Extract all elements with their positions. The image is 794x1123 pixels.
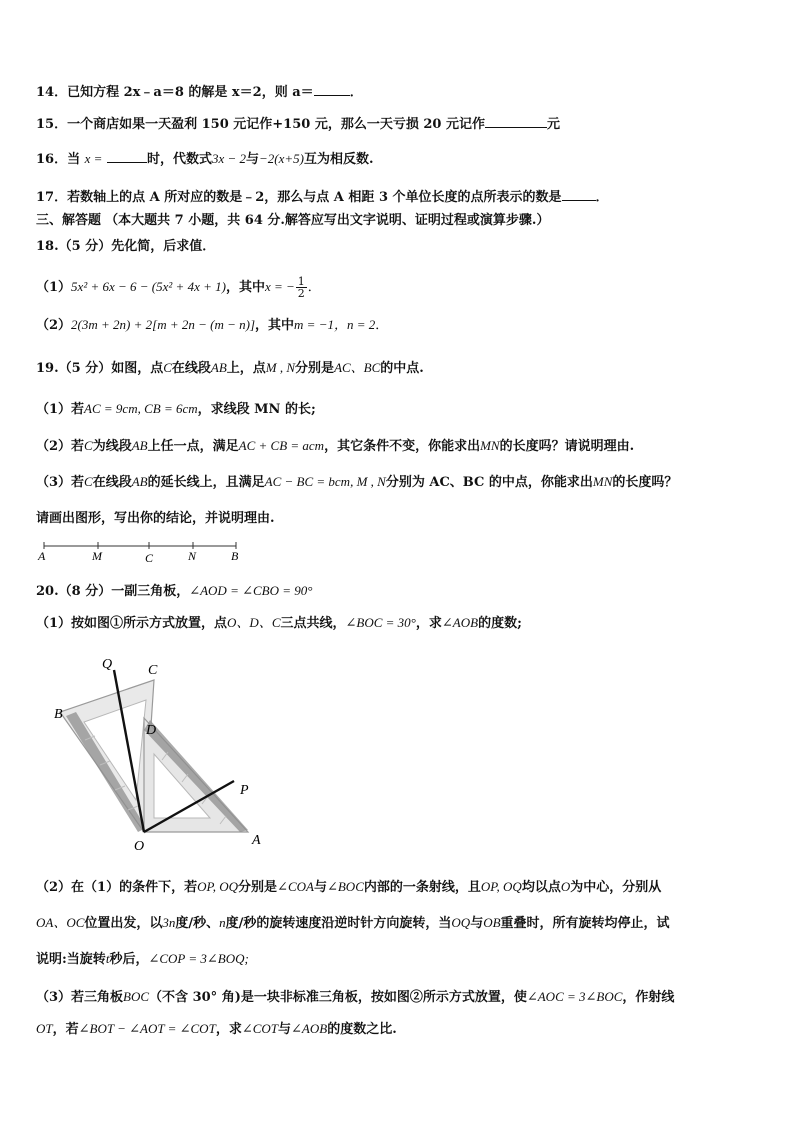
q19-p3-cond: AC − BC = bcm, M , N — [264, 474, 386, 489]
q20-p1-cond: ∠BOC = 30° — [345, 615, 416, 630]
q14-text: 14．已知方程 2x﹣a＝8 的解是 x＝2，则 a＝ — [36, 85, 314, 100]
q18-p1-expr: 5x² + 6x − 6 − (5x² + 4x + 1) — [71, 279, 226, 294]
q20-p1-c: ，求 — [415, 616, 442, 631]
q20-p3-l2-a: ，若 — [52, 1022, 79, 1037]
question-15 — [36, 115, 560, 134]
fig-label-O: O — [134, 839, 145, 854]
fig-label-C: C — [148, 663, 158, 678]
q16-expr1: 3x − 2 — [211, 151, 247, 166]
q18-p2-cond: ，其中 — [255, 318, 295, 333]
triangle-figure — [40, 650, 280, 860]
q20-p1-b: 三点共线， — [280, 616, 346, 631]
q20-p2-l1-a: （2）在（1）的条件下，若 — [36, 880, 198, 895]
q20-t-a: 20.（8 分）一副三角板， — [36, 584, 190, 599]
q19-p2-b: 为线段 — [92, 439, 132, 454]
segment-figure — [36, 538, 256, 568]
q19-p3-MN: MN — [592, 474, 613, 489]
q20-p2-l1-b: 分别是 — [238, 880, 278, 895]
q20-p2-l2-oq: OQ — [451, 915, 471, 930]
q18-p2-expr: 2(3m + 2n) + 2[m + 2n − (m − n)] — [71, 317, 256, 332]
q19-p2-MN: MN — [480, 438, 500, 453]
q20-p2-l1-ang2: ∠BOC — [326, 879, 364, 894]
q20-p3-l1-b: （不含 30° 角)是一块非标准三角板，按如图②所示方式放置，使 — [149, 990, 527, 1005]
q20-p2-l1-O: O — [560, 879, 571, 894]
q15-text: 15．一个商店如果一天盈利 150 元记作+150 元，那么一天亏损 20 元记作 — [36, 117, 485, 132]
q20-p2-l2-b: 度/秒、 — [175, 916, 220, 931]
question-20-part2-line3 — [36, 950, 249, 969]
q18-p2-end: ． — [375, 318, 389, 333]
fig-label-D: D — [146, 723, 157, 738]
q19-p3-C: C — [84, 474, 93, 489]
point-label-C: C — [145, 551, 154, 565]
q19-p2-cond: AC + CB = acm — [238, 438, 325, 453]
q20-p3-l2-cond: ∠BOT − ∠AOT = ∠COT — [78, 1021, 216, 1036]
q20-p2-l2-3n: 3n — [162, 915, 176, 930]
q19-p3-d: 分别为 AC、BC 的中点，你能求出 — [385, 475, 593, 490]
q17-end: ． — [595, 190, 609, 205]
q19-p2-AB: AB — [131, 438, 148, 453]
q20-p2-l1-e: 均以点 — [521, 880, 561, 895]
q20-p2-l2-n: n — [219, 915, 226, 930]
q19-t-a: 19.（5 分）如图，点 — [36, 361, 164, 376]
q19-p2-a: （2）若 — [36, 439, 85, 454]
q20-p2-l2-ob: OB — [483, 915, 501, 930]
q19-p3-line2: 请画出图形，写出你的结论，并说明理由. — [36, 511, 275, 526]
q18-p1-cond: ，其中 — [225, 280, 265, 295]
q19-p3-c: 的延长线上，且满足 — [147, 475, 265, 490]
q20-p1-d: 的度数; — [478, 616, 522, 631]
question-19-part3-line2 — [36, 510, 275, 528]
q20-p1-ang: ∠AOB — [441, 615, 479, 630]
q19-p2-c: 上任一点，满足 — [147, 439, 239, 454]
q20-p3-l2-ang2: ∠AOB — [291, 1021, 328, 1036]
q18-title: 18.（5 分）先化简，后求值． — [36, 239, 216, 254]
q19-t-MN: M , N — [265, 360, 296, 375]
q20-p2-l1-opoq2: OP, OQ — [480, 879, 522, 894]
q20-p3-l1-boc: BOC — [123, 989, 150, 1004]
q20-p3-l2-ang1: ∠COT — [241, 1021, 279, 1036]
q16-mid: 时，代数式 — [146, 152, 212, 167]
question-18-title — [36, 238, 215, 256]
q16-prefix: 16．当 — [36, 152, 81, 167]
q20-p2-l1-ang1: ∠COA — [277, 879, 314, 894]
question-18-part1 — [36, 276, 321, 299]
q15-answer-blank[interactable] — [485, 115, 547, 128]
point-label-M: M — [92, 549, 102, 563]
q19-p1-cond: AC = 9cm, CB = 6cm — [84, 401, 198, 416]
q19-t-seg: AC、BC — [334, 360, 381, 375]
question-20-part1 — [36, 614, 522, 633]
q14-answer-blank[interactable] — [314, 83, 350, 96]
question-20-part3-line1 — [36, 988, 674, 1007]
q16-expr2: −2(x+5) — [259, 151, 305, 166]
point-label-N: N — [188, 549, 197, 563]
q20-p2-l3-a: 说明:当旋转 — [36, 952, 106, 967]
fig-label-A: A — [252, 833, 261, 848]
point-label-B: B — [231, 549, 239, 563]
q17-answer-blank[interactable] — [562, 188, 596, 201]
q18-fraction — [296, 276, 307, 299]
q20-p3-l2-c: 与 — [278, 1022, 292, 1037]
q16-suffix: 互为相反数. — [304, 152, 374, 167]
question-20-part2-line2 — [36, 914, 670, 933]
q20-p1-pts: O、D、C — [227, 615, 281, 630]
q20-t-cond: ∠AOD = ∠CBO = 90° — [189, 583, 313, 598]
q20-p2-l1-d: 内部的一条射线，且 — [363, 880, 481, 895]
q18-p1-x: x = − — [264, 279, 295, 294]
q20-p2-l3-b: 秒后， — [109, 952, 149, 967]
q20-p3-l1-cond: ∠AOC = 3∠BOC — [526, 989, 623, 1004]
q20-p2-l3-eq: ∠COP = 3∠BOQ; — [148, 951, 249, 966]
q16-with: 与 — [246, 152, 260, 167]
question-18-part2 — [36, 316, 388, 335]
q20-p2-l2-a: 位置出发，以 — [84, 916, 163, 931]
q18-p2-label: （2） — [36, 318, 72, 333]
q16-answer-blank[interactable] — [107, 150, 147, 163]
q20-p2-l3-t: t — [105, 951, 110, 966]
q19-p3-a: （3）若 — [36, 475, 85, 490]
q19-p1-b: ，求线段 MN 的长; — [197, 402, 316, 417]
q20-p3-l2-b: ，求 — [215, 1022, 242, 1037]
q19-p3-AB: AB — [131, 474, 148, 489]
q19-t-d: 分别是 — [295, 361, 335, 376]
question-19-part1 — [36, 400, 316, 419]
q20-p1-a: （1）按如图①所示方式放置，点 — [36, 616, 228, 631]
q19-p2-C: C — [84, 438, 93, 453]
q20-p2-l2-oa: OA、OC — [36, 915, 85, 930]
q19-p2-e: 的长度吗？请说明理由. — [499, 439, 635, 454]
question-17 — [36, 188, 609, 207]
q20-p3-l1-a: （3）若三角板 — [36, 990, 124, 1005]
q19-p1-a: （1）若 — [36, 402, 85, 417]
fig-label-P: P — [240, 783, 249, 798]
fig-label-Q: Q — [102, 657, 113, 672]
question-19-part2 — [36, 437, 634, 456]
q20-p3-l1-c: ，作射线 — [622, 990, 675, 1005]
q20-p2-l1-opoq: OP, OQ — [197, 879, 239, 894]
q17-text: 17．若数轴上的点 A 所对应的数是﹣2，那么与点 A 相距 3 个单位长度的点所表示的数是 — [36, 190, 562, 205]
q19-t-b: 在线段 — [171, 361, 211, 376]
q18-p1-end: ． — [307, 280, 321, 295]
q18-p1-label: （1） — [36, 280, 72, 295]
q18-frac-den: 2 — [297, 287, 305, 300]
q20-p2-l2-e: 重叠时，所有旋转均停止，试 — [500, 916, 670, 931]
q19-t-AB: AB — [210, 360, 227, 375]
q20-p2-l2-d: 与 — [470, 916, 484, 931]
question-20-part2-line1 — [36, 878, 661, 897]
q18-p2-vals: m = −1，n = 2 — [294, 317, 376, 332]
q19-p2-d: ，其它条件不变，你能求出 — [324, 439, 481, 454]
q16-x-eq: x = — [84, 151, 103, 166]
section-3-heading — [36, 212, 549, 230]
question-19-part3 — [36, 473, 677, 492]
section-3-title: 三、解答题 — [36, 213, 102, 228]
q19-p3-e: 的长度吗？ — [612, 475, 678, 490]
question-20-title — [36, 582, 312, 601]
q19-p3-b: 在线段 — [92, 475, 132, 490]
q19-t-e: 的中点. — [380, 361, 424, 376]
q19-t-c: 上，点 — [226, 361, 266, 376]
q14-end: ． — [349, 85, 363, 100]
q18-frac-num: 1 — [297, 275, 305, 288]
q20-p3-l2-ot: OT — [36, 1021, 53, 1036]
question-16 — [36, 150, 374, 169]
q20-p3-l2-d: 的度数之比. — [327, 1022, 397, 1037]
question-14 — [36, 83, 363, 102]
question-20-part3-line2 — [36, 1020, 397, 1039]
q20-p2-l2-c: 度/秒的旋转速度沿逆时针方向旋转，当 — [225, 916, 452, 931]
q20-p2-l1-c: 与 — [313, 880, 327, 895]
q15-end: 元 — [546, 117, 560, 132]
q20-p2-l1-f: 为中心，分别从 — [570, 880, 662, 895]
question-19-title — [36, 359, 424, 378]
section-3-note: （本大题共 7 小题，共 64 分.解答应写出文字说明、证明过程或演算步骤.） — [105, 213, 550, 228]
point-label-A: A — [38, 549, 46, 563]
fig-label-B: B — [54, 707, 63, 722]
q19-t-C: C — [163, 360, 172, 375]
